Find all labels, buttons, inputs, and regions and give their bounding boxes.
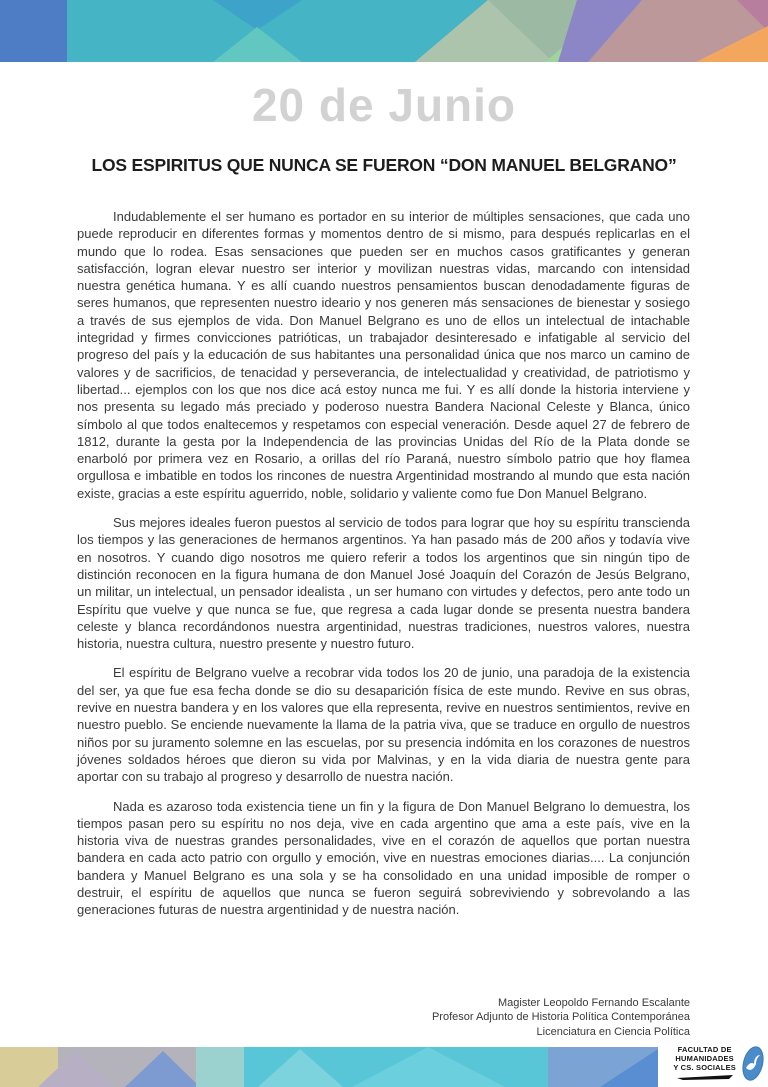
paragraph-2: Sus mejores ideales fueron puestos al servicio de todos para lograr que hoy su espíritu transcienda los tiempos y las generaciones de hermanos argentinos. Ya han pasado más de 200 años y todavía vive en nosotros. Y cuando digo nosotros me quiero referir a todos los argentinos que sin ningún tipo de distinción reconocen en la figura humana de don Manuel José Joaquín del Corazón de Jesús Belgrano, un militar, un intelectual, un pensador idealista , un ser humano con virtudes y defectos, pero ante todo un Espíritu que vuelve y que nunca se fue, que regresa a cada lugar donde se presenta nuestra bandera celeste y blanca recordándonos nuestra argentinidad, nuestras tradiciones, nuestros valores, nuestra historia, nuestra cultura, nuestro presente y nuestro futuro. (77, 515, 690, 652)
signature-block (432, 996, 690, 1039)
article-body (77, 208, 690, 931)
paragraph-4: Nada es azaroso toda existencia tiene un fin y la figura de Don Manuel Belgrano lo demuestra, los tiempos pasan pero su espíritu no nos deja, vive en cada argentino que ama a este país, vive en la historia viva de nuestras grandes personalidades, vive en el corazón de aquellos que portan nuestra bandera en cada acto patrio con orgullo y emoción, vive en nuestras emociones diarias.... La conjunción bandera y Manuel Belgrano es una sola y se ha consolidado en una unidad imposible de romper o destruir, el espíritu de aquellos que nunca se fueron seguirá sobreviviendo y sobrevolando a las generaciones futuras de nuestra argentinidad y de nuestra nación. (77, 798, 690, 918)
logo-brush-underline (677, 1075, 733, 1081)
header-geometric-band (0, 0, 768, 62)
faculty-logo-line3: Y CS. SOCIALES (673, 1062, 736, 1072)
date-title: 20 de Junio (251, 79, 517, 131)
article-title: LOS ESPIRITUS QUE NUNCA SE FUERON “DON MANUEL BELGRANO” (91, 155, 677, 175)
footer-geometric-band (0, 1047, 768, 1087)
signature-role: Profesor Adjunto de Historia Política Contemporánea (431, 1011, 690, 1024)
faculty-logo-line1: FACULTAD DE (677, 1045, 732, 1055)
faculty-logo-text (673, 1046, 736, 1080)
signature-name: Magister Leopoldo Fernando Escalante (497, 997, 690, 1009)
faculty-logo (673, 1045, 765, 1082)
paragraph-3: El espíritu de Belgrano vuelve a recobrar vida todos los 20 de junio, una paradoja de la existencia del ser, ya que fue esa fecha donde se dio su desaparición física de este mundo. Revive en sus obras, revive en nuestra bandera y en los valores que ella representa, revive en nuestros sentimientos, revive en nuestro pueblo. Se enciende nuevamente la llama de la patria viva, que se traduce en orgullo de nuestros niños por su juramento solemne en las escuelas, por su presencia indómita en los corazones de nuestros jóvenes soldados héroes que dieron su vida por Malvinas, y en la vida diaria de nuestra gente para aportar con su trabajo al progreso y desarrollo de nuestra nación. (77, 665, 690, 785)
signature-degree: Licenciatura en Ciencia Política (536, 1025, 690, 1038)
paragraph-1: Indudablemente el ser humano es portador en su interior de múltiples sensaciones, que cada uno puede reproducir en diferentes formas y momentos dentro de si mismo, para después replicarlas en el mundo que lo rodea. Esas sensaciones que pueden ser en muchos casos gratificantes y generan satisfacción, logran elevar nuestro ser interior y movilizan nuestras vidas, marcando con intensidad nuestra genética humana. Y es allí cuando nuestros pensamientos buscan denodadamente figuras de seres humanos, que representen nuestro ideario y nos generen más sensaciones de bienestar y sosiego a través de sus ejemplos de vida. Don Manuel Belgrano es uno de ellos un intelectual de intachable integridad y firmes convicciones patrióticas, un trabajador desinteresado e infatigable al servicio del progreso del país y la educación de sus habitantes una personalidad única que nos marco un camino de valores y de sacrificios, de tenacidad y perseverancia, de intelectualidad y creatividad, de patriotismo y libertad... ejemplos con los que nos dice acá estoy nunca me fui. Y es allí donde la historia interviene y nos presenta su legado más preciado y poderoso nuestra Bandera Nacional Celeste y Blanca, único símbolo al que todos enaltecemos y respetamos con especial veneración. Desde aquel 27 de febrero de 1812, durante la gesta por la Independencia de las provincias Unidas del Río de la Plata donde se enarboló por primera vez en Rosario, a orillas del río Paraná, nuestro símbolo patrio que hoy flamea orgullosa e imbatible en todos los rincones de nuestra Argentinidad mostrando al mundo que esta nación existe, gracias a este espíritu aguerrido, noble, solidario y valiente como fue Don Manuel Belgrano. (77, 209, 690, 501)
faculty-logo-line2: HUMANIDADES (675, 1054, 734, 1064)
bird-icon (741, 1045, 765, 1082)
